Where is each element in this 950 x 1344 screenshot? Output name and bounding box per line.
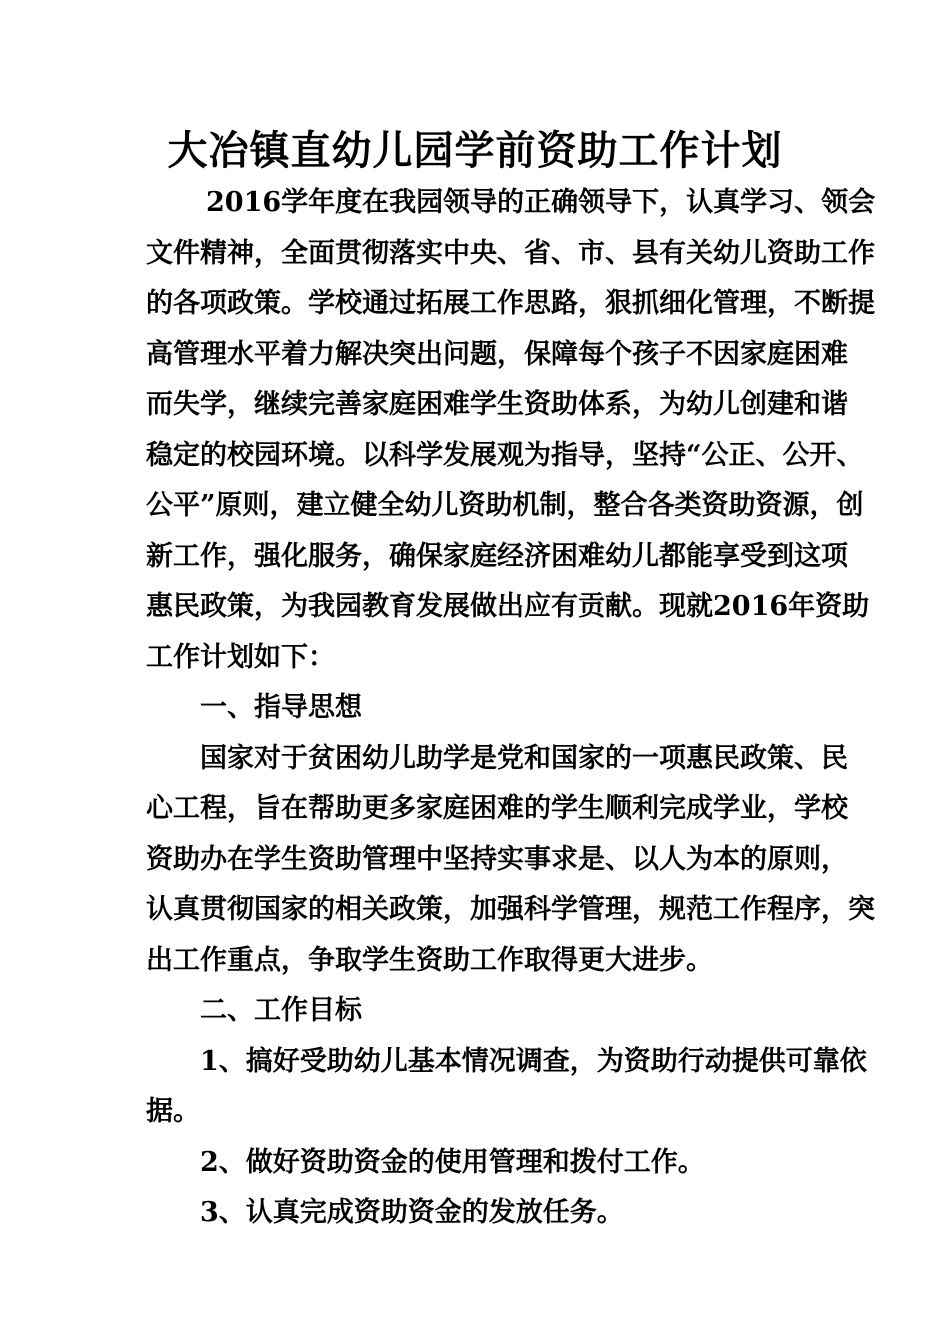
section1-line: 国家对于贫困幼儿助学是党和国家的一项惠民政策、民	[200, 742, 848, 774]
section1-line: 认真贯彻国家的相关政策，加强科学管理，规范工作程序，突	[146, 894, 875, 925]
intro-line: 稳定的校园环境。以科学发展观为指导，坚持“公正、公开、	[146, 439, 864, 471]
section1-line: 资助办在学生资助管理中坚持实事求是、以人为本的原则，	[146, 843, 848, 875]
intro-line: 惠民政策，为我园教育发展做出应有贡献。现就2016年资助	[146, 591, 870, 622]
intro-line: 文件精神，全面贯彻落实中央、省、市、县有关幼儿资助工作	[146, 237, 875, 269]
goal-item-3: 3、认真完成资助资金的发放任务。	[200, 1197, 624, 1228]
section-heading-guiding-ideology: 一、指导思想	[200, 692, 362, 723]
goal-item-1-line: 1、搞好受助幼儿基本情况调查，为资助行动提供可靠依	[200, 1045, 867, 1077]
intro-line: 的各项政策。学校通过拓展工作思路，狠抓细化管理，不断提	[146, 288, 875, 319]
intro-line: 新工作，强化服务，确保家庭经济困难幼儿都能享受到这项	[146, 540, 848, 572]
intro-line: 公平”原则，建立健全幼儿资助机制，整合各类资助资源，创	[146, 490, 864, 521]
intro-line: 工作计划如下：	[146, 641, 335, 673]
section1-line: 心工程，旨在帮助更多家庭困难的学生顺利完成学业，学校	[146, 793, 848, 824]
goal-item-2: 2、做好资助资金的使用管理和拨付工作。	[200, 1146, 705, 1178]
section-heading-work-goals: 二、工作目标	[200, 995, 362, 1026]
document-title: 大冶镇直幼儿园学前资助工作计划	[167, 127, 783, 174]
goal-item-1-line: 据。	[146, 1096, 200, 1127]
intro-line: 2016学年度在我园领导的正确领导下，认真学习、领会	[206, 187, 876, 218]
intro-line: 高管理水平着力解决突出问题，保障每个孩子不因家庭困难	[146, 338, 848, 370]
section1-line: 出工作重点，争取学生资助工作取得更大进步。	[146, 944, 713, 976]
document-body	[146, 178, 876, 1239]
intro-line: 而失学，继续完善家庭困难学生资助体系，为幼儿创建和谐	[146, 389, 848, 420]
